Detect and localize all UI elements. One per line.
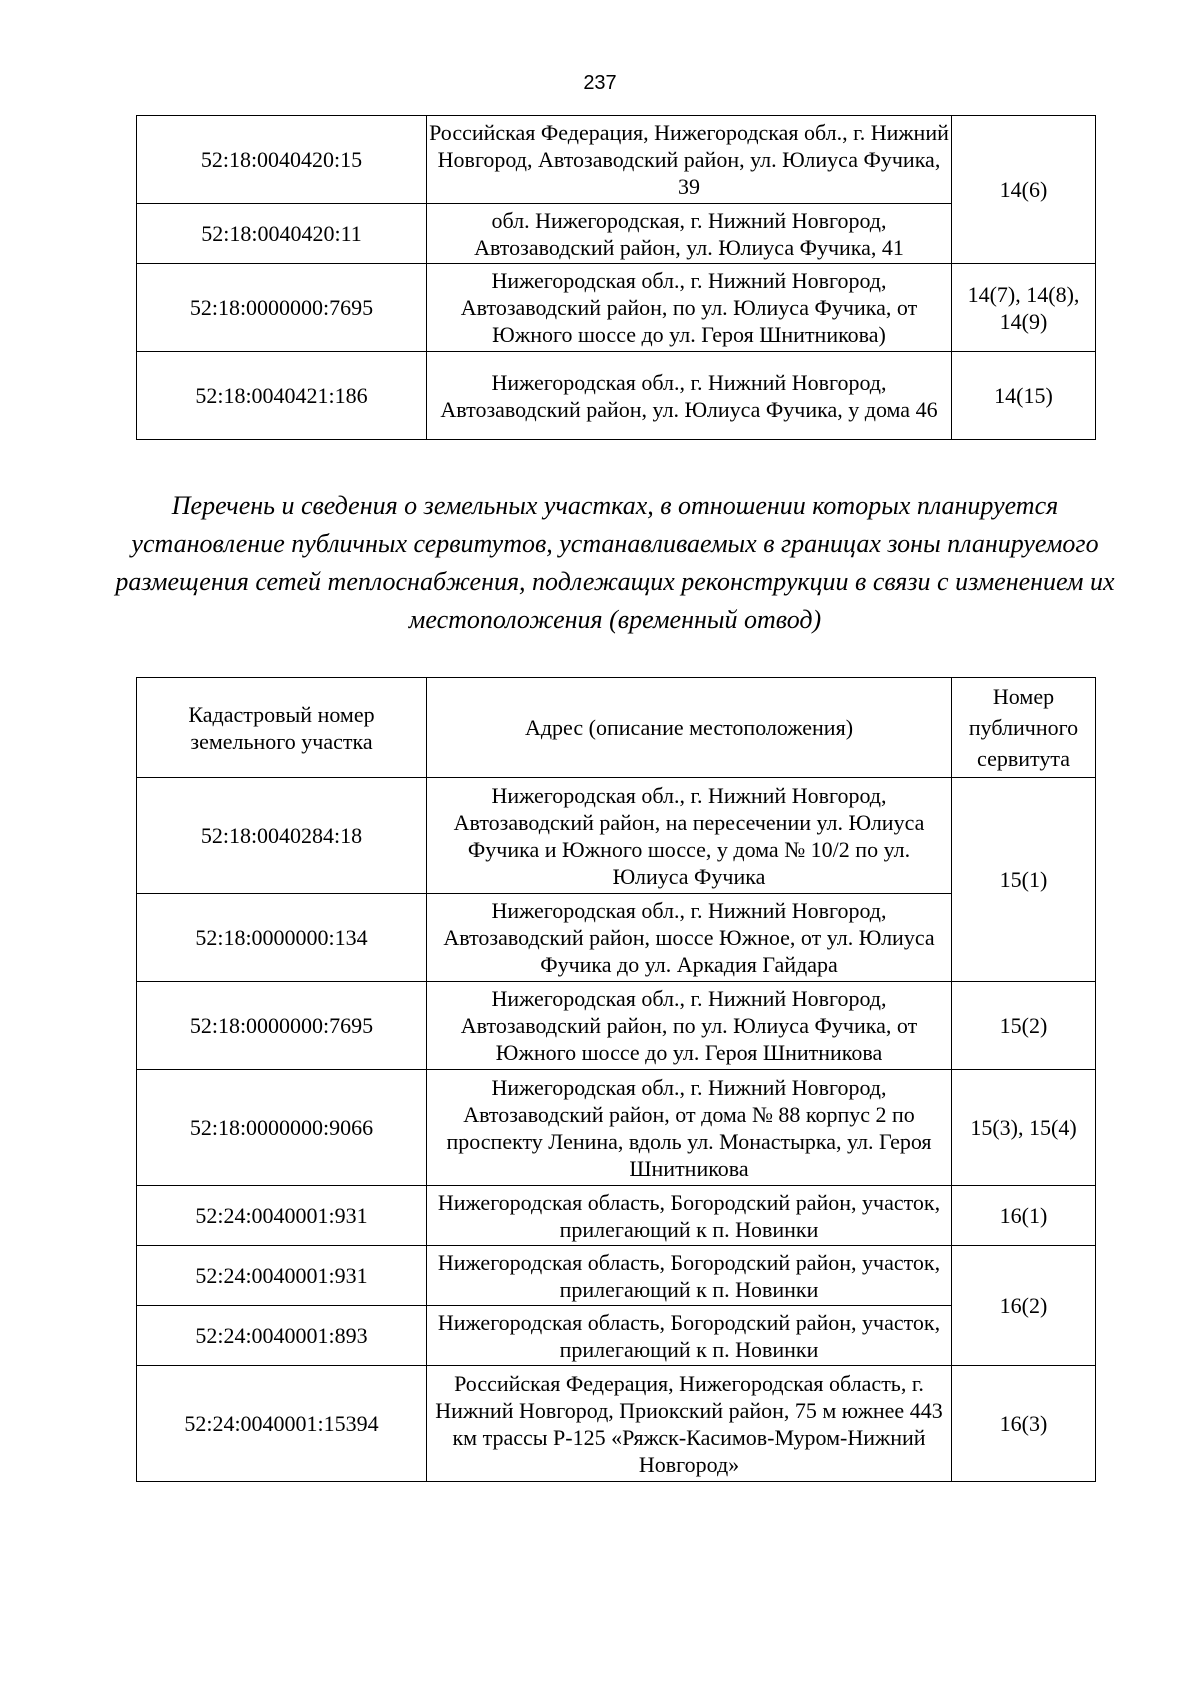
table-row: [137, 1246, 1096, 1306]
table-row: [137, 264, 1096, 352]
cadastral-number: 52:24:0040001:893: [137, 1306, 427, 1366]
servitude-number: 16(2): [952, 1246, 1096, 1366]
address: Нижегородская обл., г. Нижний Новгород, Автозаводский район, на пересечении ул. Юлиуса Фучика и Южного шоссе, у дома № 10/2 по ул. Юлиуса Фучика: [427, 778, 952, 894]
table-row: [137, 1070, 1096, 1186]
table-header-row: [137, 678, 1096, 778]
address: Нижегородская обл., г. Нижний Новгород, Автозаводский район, по ул. Юлиуса Фучика, от Южного шоссе до ул. Героя Шнитникова): [427, 264, 952, 352]
header-address: Адрес (описание местоположения): [427, 678, 952, 778]
table-row: [137, 1366, 1096, 1482]
servitude-number: 15(1): [952, 778, 1096, 982]
cadastral-number: 52:18:0040421:186: [137, 352, 427, 440]
cadastral-number: 52:24:0040001:931: [137, 1246, 427, 1306]
table-row: [137, 352, 1096, 440]
cadastral-number: 52:18:0040284:18: [137, 778, 427, 894]
address: Нижегородская область, Богородский район, участок, прилегающий к п. Новинки: [427, 1186, 952, 1246]
servitude-table: [136, 677, 1096, 1482]
header-cadastral: Кадастровый номер земельного участка: [137, 678, 427, 778]
servitude-table-continued: [136, 115, 1096, 440]
cadastral-number: 52:18:0000000:7695: [137, 264, 427, 352]
address: Российская Федерация, Нижегородская обл., г. Нижний Новгород, Автозаводский район, ул. Юлиуса Фучика, 39: [427, 116, 952, 204]
cadastral-number: 52:18:0040420:15: [137, 116, 427, 204]
address: Нижегородская область, Богородский район, участок, прилегающий к п. Новинки: [427, 1246, 952, 1306]
servitude-number: 15(2): [952, 982, 1096, 1070]
servitude-number: 14(15): [952, 352, 1096, 440]
address: Нижегородская обл., г. Нижний Новгород, Автозаводский район, шоссе Южное, от ул. Юлиуса Фучика до ул. Аркадия Гайдара: [427, 894, 952, 982]
cadastral-number: 52:24:0040001:15394: [137, 1366, 427, 1482]
cadastral-number: 52:18:0000000:7695: [137, 982, 427, 1070]
cadastral-number: 52:18:0000000:134: [137, 894, 427, 982]
page-number: 237: [583, 72, 617, 94]
cadastral-number: 52:18:0040420:11: [137, 204, 427, 264]
address: Нижегородская обл., г. Нижний Новгород, Автозаводский район, ул. Юлиуса Фучика, у дома 46: [427, 352, 952, 440]
address: обл. Нижегородская, г. Нижний Новгород, Автозаводский район, ул. Юлиуса Фучика, 41: [427, 204, 952, 264]
header-servitude: Номер публичного сервитута: [952, 678, 1096, 778]
address: Нижегородская область, Богородский район, участок, прилегающий к п. Новинки: [427, 1306, 952, 1366]
servitude-number: 16(1): [952, 1186, 1096, 1246]
servitude-number: 15(3), 15(4): [952, 1070, 1096, 1186]
table-row: [137, 1186, 1096, 1246]
table-row: [137, 778, 1096, 894]
address: Нижегородская обл., г. Нижний Новгород, Автозаводский район, по ул. Юлиуса Фучика, от Южного шоссе до ул. Героя Шнитникова: [427, 982, 952, 1070]
section-heading: Перечень и сведения о земельных участках, в отношении которых планируется установление публичных сервитутов, устанавливаемых в границах зоны планируемого размещения сетей теплоснабжения, подлежащих реконструкции в связи с изменением их местоположения (временный отвод): [115, 491, 1115, 634]
address: Нижегородская обл., г. Нижний Новгород, Автозаводский район, от дома № 88 корпус 2 по проспекту Ленина, вдоль ул. Монастырка, ул. Героя Шнитникова: [427, 1070, 952, 1186]
servitude-number: 14(7), 14(8), 14(9): [952, 264, 1096, 352]
table-row: [137, 116, 1096, 204]
table-row: [137, 982, 1096, 1070]
cadastral-number: 52:18:0000000:9066: [137, 1070, 427, 1186]
servitude-number: 14(6): [952, 116, 1096, 264]
address: Российская Федерация, Нижегородская область, г. Нижний Новгород, Приокский район, 75 м южнее 443 км трассы Р-125 «Ряжск-Касимов-Муром-Нижний Новгород»: [427, 1366, 952, 1482]
cadastral-number: 52:24:0040001:931: [137, 1186, 427, 1246]
servitude-number: 16(3): [952, 1366, 1096, 1482]
